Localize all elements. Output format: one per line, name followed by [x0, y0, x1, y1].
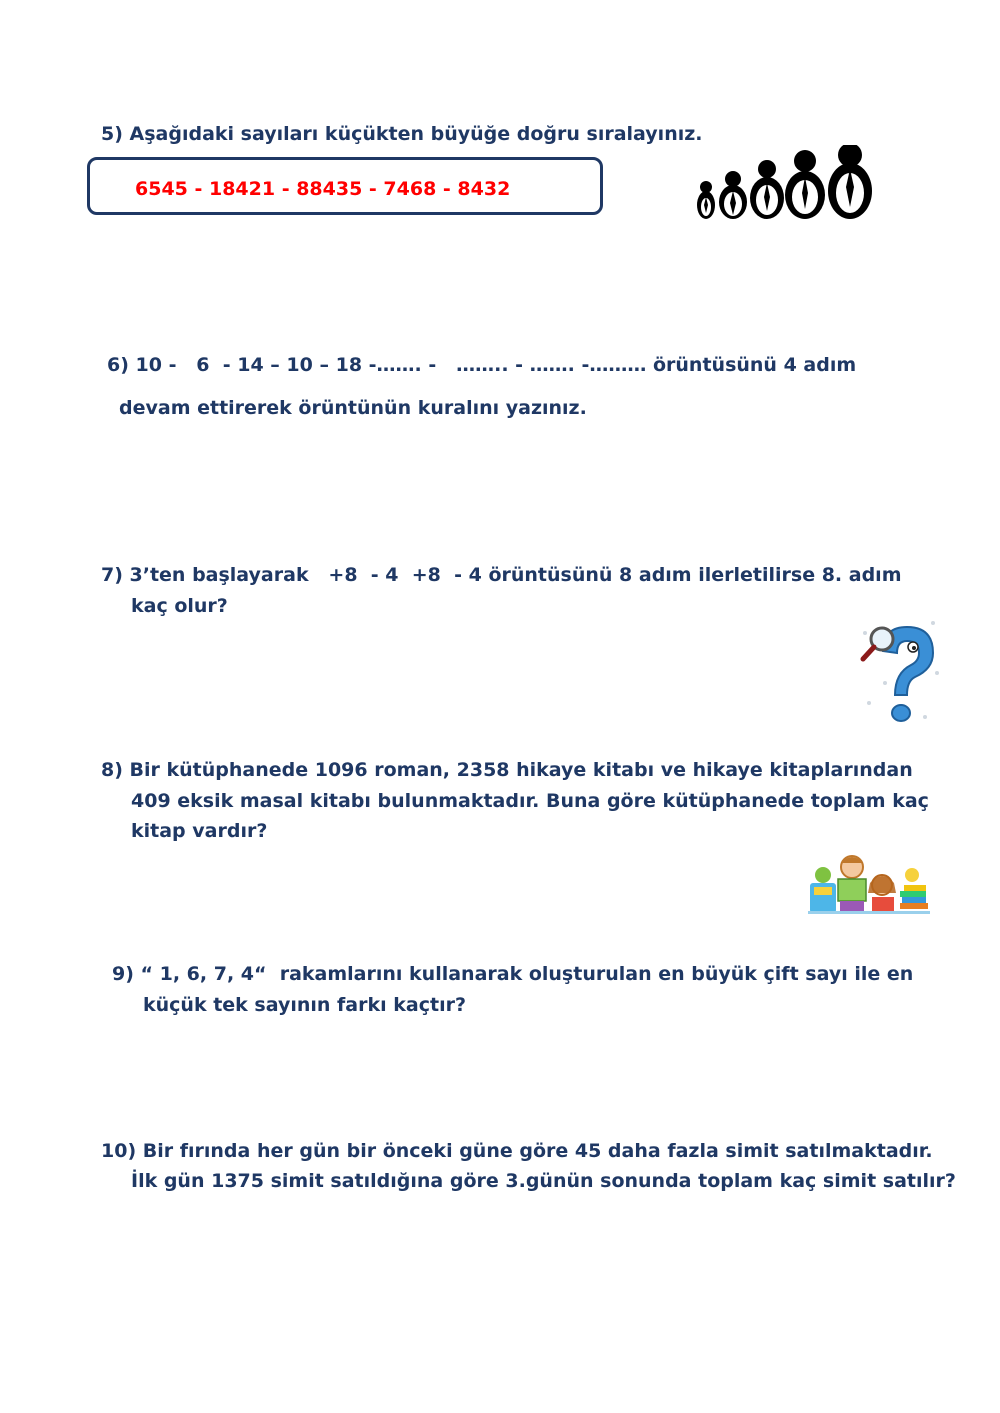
- q9-line1: 9) “ 1, 6, 7, 4“ rakamlarını kullanarak oluşturulan en büyük çift sayı ile en: [112, 963, 914, 985]
- ordering-figures-illustration: [697, 145, 875, 220]
- q7-line1: 7) 3’ten başlayarak +8 - 4 +8 - 4 örüntüsünü 8 adım ilerletilirse 8. adım: [101, 564, 902, 586]
- q8-line1: 8) Bir kütüphanede 1096 roman, 2358 hikaye kitabı ve hikaye kitaplarından: [101, 759, 913, 781]
- q7-line2: kaç olur?: [131, 595, 228, 617]
- q10-line2: İlk gün 1375 simit satıldığına göre 3.günün sonunda toplam kaç simit satılır?: [131, 1170, 956, 1192]
- q8-line3: kitap vardır?: [131, 820, 268, 842]
- q6-line1: 6) 10 - 6 - 14 – 10 – 18 -……. - …….. - ……. -……… örüntüsünü 4 adım: [107, 354, 857, 376]
- q8-line2: 409 eksik masal kitabı bulunmaktadır. Buna göre kütüphanede toplam kaç: [131, 790, 929, 812]
- q5-text: 5) Aşağıdaki sayıları küçükten büyüğe doğru sıralayınız.: [101, 123, 703, 145]
- question-mark-icon: [855, 613, 945, 728]
- q10-line1: 10) Bir fırında her gün bir önceki güne göre 45 daha fazla simit satılmaktadır.: [101, 1140, 933, 1162]
- number-box: [87, 157, 603, 215]
- number-list: 6545 - 18421 - 88435 - 7468 - 8432: [135, 178, 511, 200]
- children-reading-illustration: [808, 853, 930, 915]
- q9-line2: küçük tek sayının farkı kaçtır?: [143, 994, 466, 1016]
- q6-line2: devam ettirerek örüntünün kuralını yazınız.: [119, 397, 587, 419]
